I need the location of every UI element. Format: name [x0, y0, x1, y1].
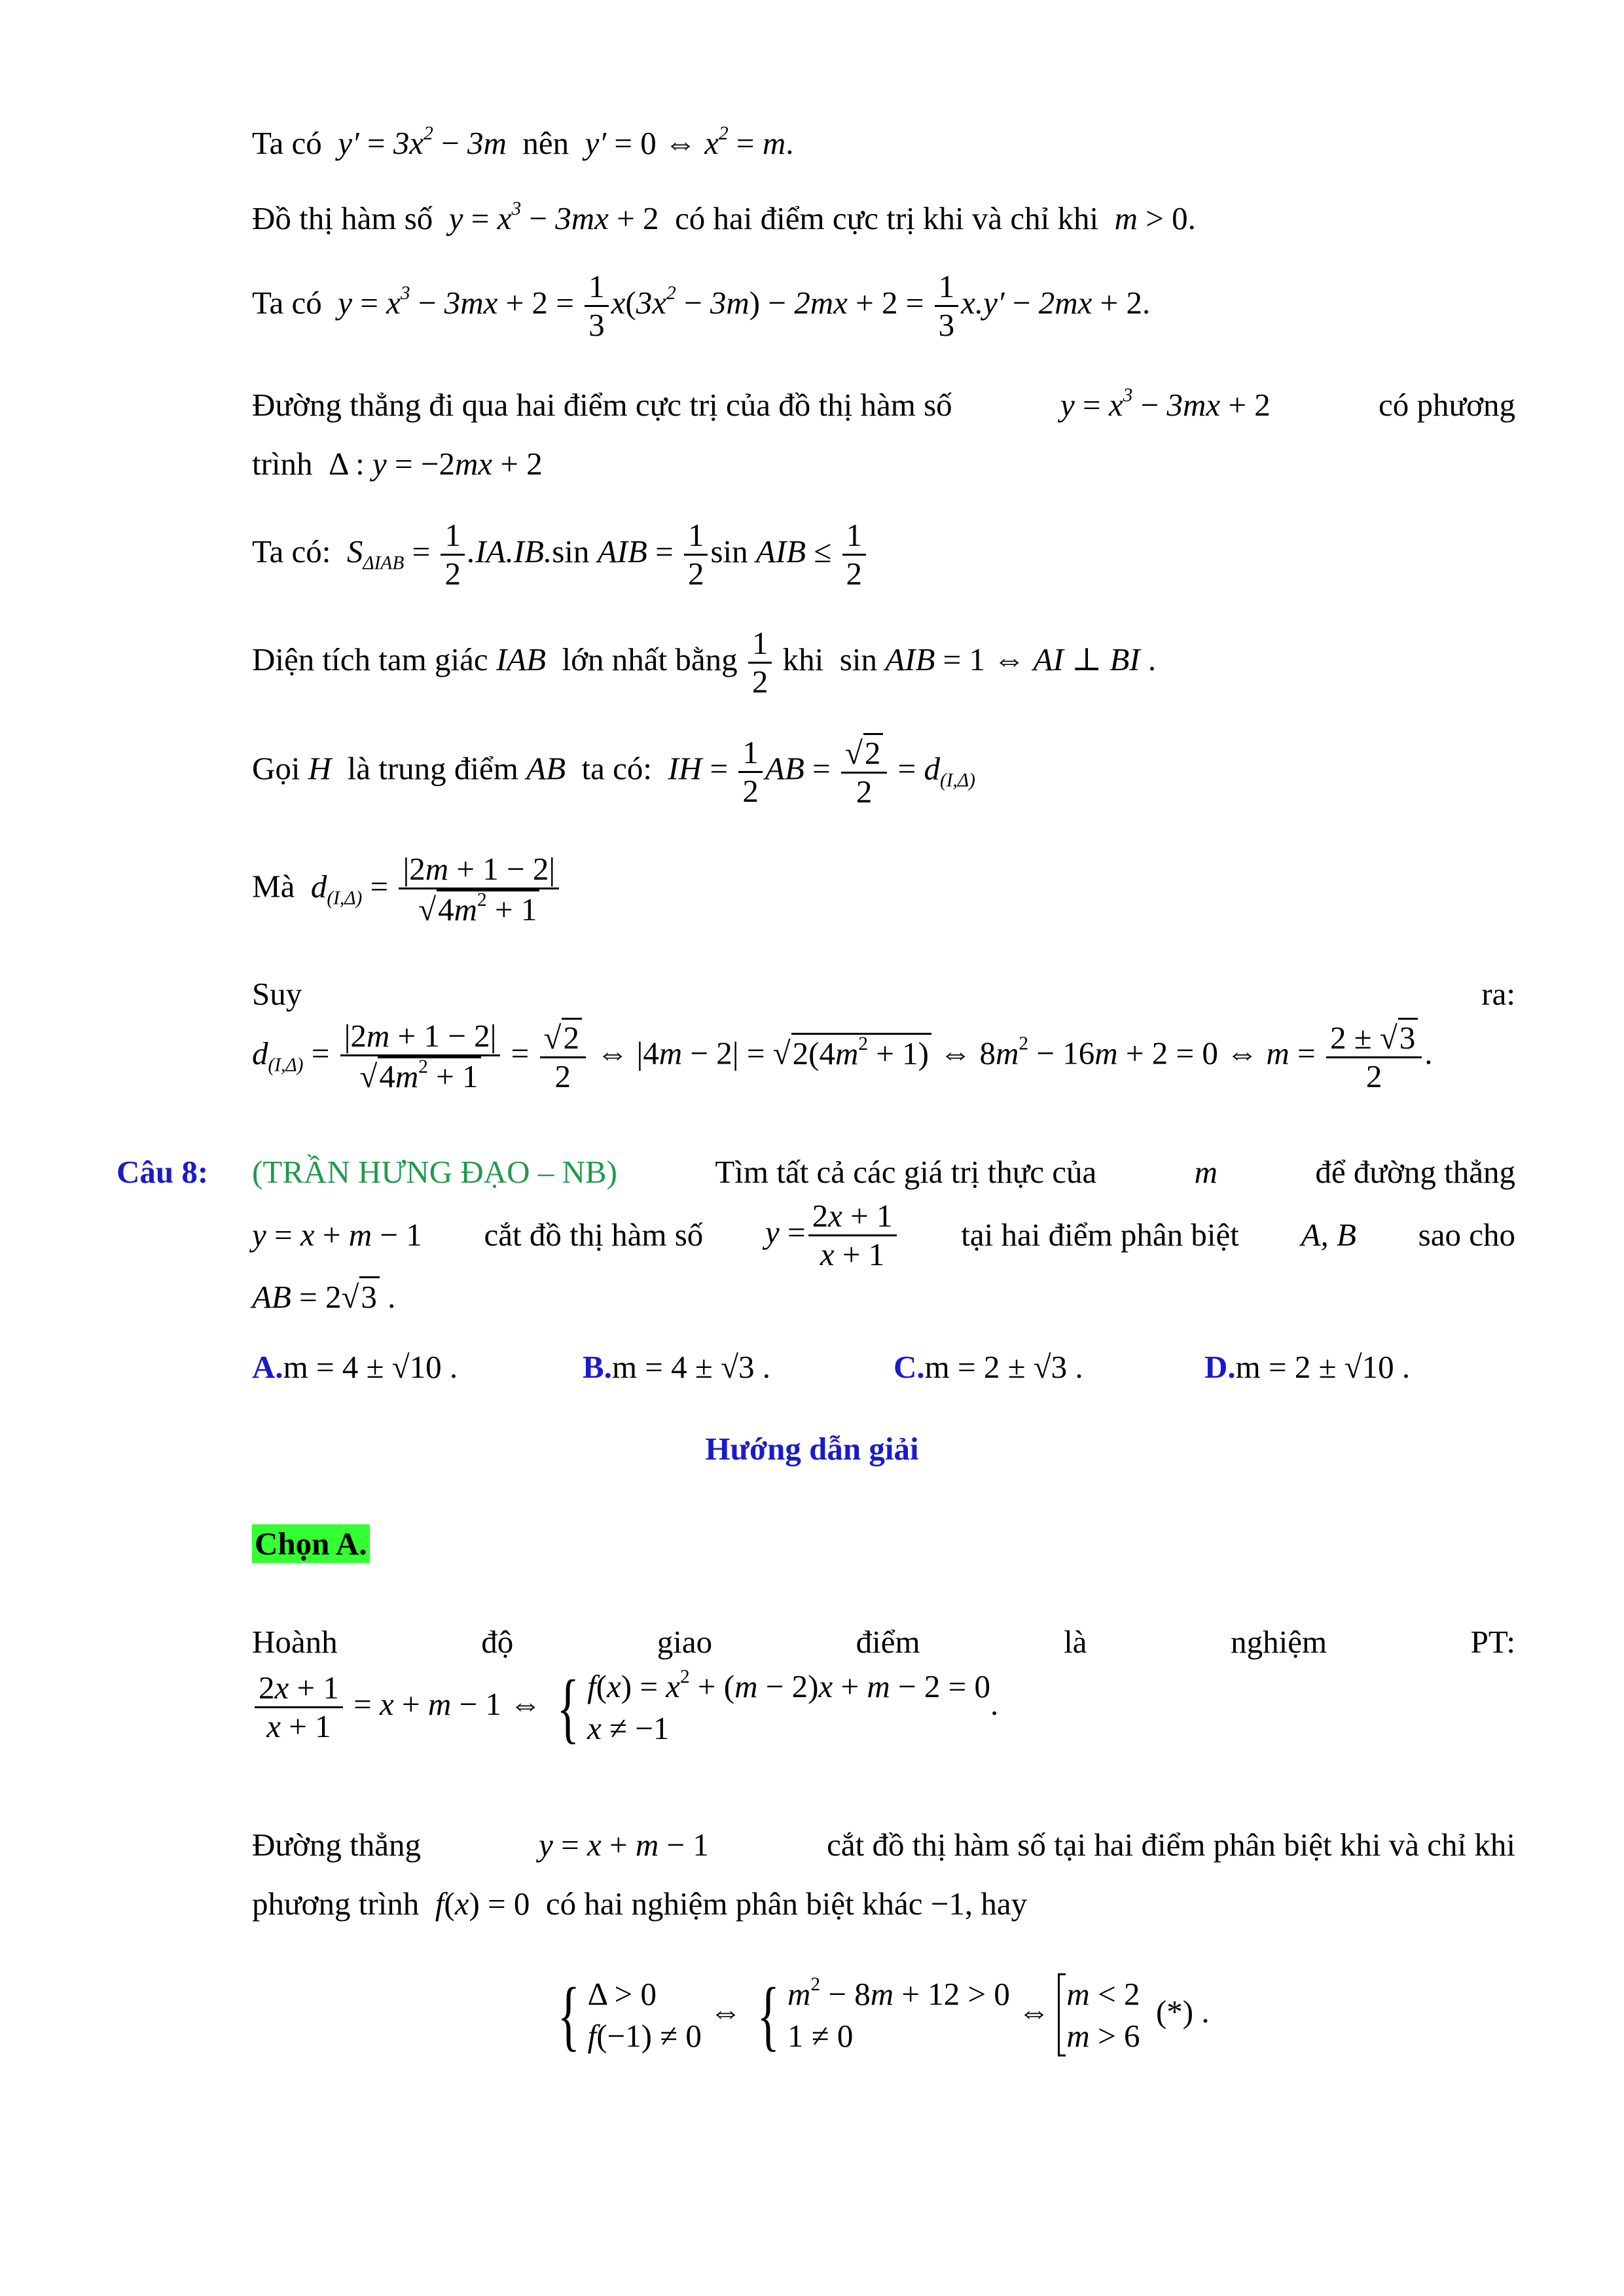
- solution-line-2: Đường thẳng y = x + m − 1 cắt đồ thị hàm số tại hai điểm phân biệt khi và chỉ khi: [252, 1827, 1515, 1863]
- question-label: Câu 8:: [117, 1154, 209, 1190]
- line-suy-ra: Suy ra:: [252, 976, 1515, 1012]
- solution-line-1: Hoành độ giao điểm là nghiệm PT:: [252, 1624, 1515, 1660]
- line-distance: Mà $d_{(I,\Delta)}$ = $\frac{|2m + 1 - 2|}{√4m^2 + 1}$: [252, 851, 1515, 929]
- line-delta-equation: trình Δ : y = −2mx + 2: [252, 446, 543, 482]
- line-midpoint: Gọi H là trung điểm AB ta có: IH = $\frac{1}{2}$ AB = $\frac{√2}{2}$ = $d_{(I,\Delta)}$: [252, 734, 975, 810]
- option-b[interactable]: B.m = 4 ± √3 .: [583, 1349, 770, 1385]
- question-line-3: AB = 2√3 .: [252, 1276, 1515, 1317]
- solution-system: $\frac{2x + 1}{x + 1}$ = x + m − 1 ⇔ { $f(x) = x^2 + (m - 2)x + m - 2 = 0$ x ≠ −1 .: [252, 1666, 1515, 1749]
- option-d[interactable]: D.m = 2 ± √10 .: [1204, 1349, 1411, 1385]
- option-a[interactable]: A.m = 4 ± √10 .: [252, 1349, 458, 1385]
- line-solve-m: $d_{(I,\Delta)}$ = $\frac{|2m + 1 - 2|}{√4m^2 + 1}$ = $\frac{√2}{2}$ ⇔ $|4m - 2| = √2(4m^2 + 1)$ ⇔ $8m^2 - 16m + 2 = 0$ ⇔ m = $\frac{2 \pm √3}{2}$ .: [252, 1018, 1433, 1095]
- solution-line-3: phương trình f(x) = 0 có hai nghiệm phân biệt khác −1, hay: [252, 1886, 1028, 1922]
- choice-line: [252, 1525, 1515, 1564]
- question-source: (TRẦN HƯNG ĐẠO – NB): [252, 1154, 617, 1190]
- solution-header: Hướng dẫn giải: [705, 1431, 919, 1467]
- line-extremum-condition: Đồ thị hàm số $y = x^3 - 3mx + 2$ có hai điểm cực trị khi và chỉ khi m > 0.: [252, 198, 1196, 236]
- line-area-formula: Ta có: $S_{\Delta IAB}$ = $\frac{1}{2}$ .IA.IB.sin AIB = $\frac{1}{2}$ sin AIB ≤ $\frac{1}{2}$: [252, 517, 1515, 593]
- line-decomposition: Ta có $y = x^3 - 3mx + 2$ = $\frac{1}{3}$ $x(3x^2 - 3m) - 2mx + 2$ = $\frac{1}{3}$ x.y′ − 2mx + 2.: [252, 268, 1151, 344]
- question-line-2: y = x + m − 1 cắt đồ thị hàm số y = $\frac{2x + 1}{x + 1}$ tại hai điểm phân biệt A, B sao cho: [252, 1198, 1515, 1273]
- option-c[interactable]: C.m = 2 ± √3 .: [893, 1349, 1083, 1385]
- solution-final-system: { Δ > 0 f(−1) ≠ 0 ⇔ { $m^2 - 8m + 12 > 0$ 1 ≠ 0 ⇔ m < 2 m > 6 (*) .: [557, 1971, 1210, 2058]
- star-label: (*): [1155, 1993, 1194, 2030]
- line-derivative: Ta có $y' = 3x^2 - 3m$ nên y′ = 0 ⇔ $x^2 = m$.: [252, 122, 794, 161]
- line-line-through-extrema: Đường thẳng đi qua hai điểm cực trị của đồ thị hàm số $y = x^3 - 3mx + 2$ có phương: [252, 384, 1515, 423]
- chosen-answer-badge: Chọn A.: [252, 1524, 370, 1563]
- question-line-1: (TRẦN HƯNG ĐẠO – NB) Tìm tất cả các giá trị thực của m để đường thẳng: [252, 1153, 1515, 1192]
- line-max-area: Diện tích tam giác IAB lớn nhất bằng $\frac{1}{2}$ khi sin AIB = 1 ⇔ AI ⊥ BI .: [252, 625, 1157, 700]
